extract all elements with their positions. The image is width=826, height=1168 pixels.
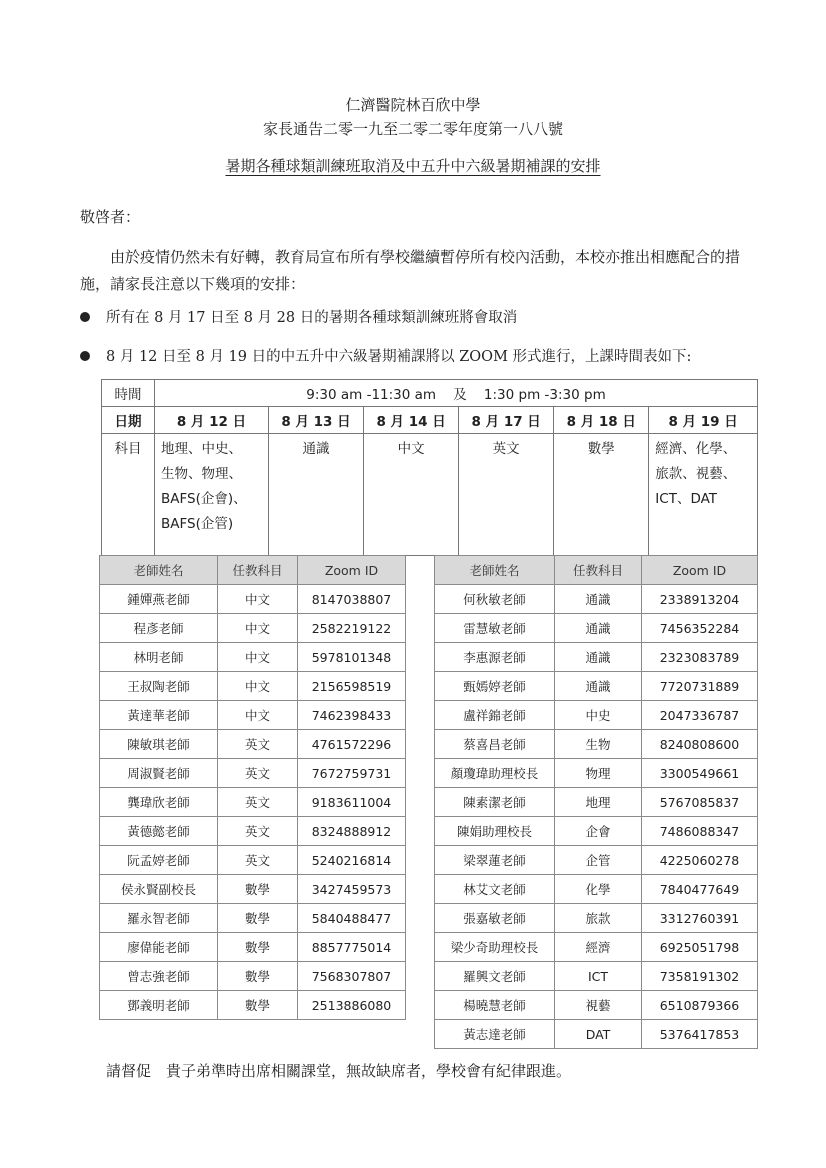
teacher-name: 鄧義明老師 xyxy=(100,991,218,1020)
table-row xyxy=(100,875,406,904)
teacher-subject: 企管 xyxy=(555,846,642,875)
table-row xyxy=(435,962,758,991)
teacher-name: 羅興文老師 xyxy=(435,962,555,991)
teacher-subject: 經濟 xyxy=(555,933,642,962)
teacher-name: 甄嫣婷老師 xyxy=(435,672,555,701)
teacher-name: 程彥老師 xyxy=(100,614,218,643)
notice-subject: 暑期各種球類訓練班取消及中五升中六級暑期補課的安排 xyxy=(225,157,601,175)
table-row xyxy=(100,643,406,672)
table-row xyxy=(100,962,406,991)
teacher-zoom-id: 6510879366 xyxy=(642,991,758,1020)
schedule-date-row xyxy=(102,407,758,434)
table-row xyxy=(435,672,758,701)
teacher-subject: 地理 xyxy=(555,788,642,817)
table-row xyxy=(435,1020,758,1049)
teacher-zoom-id: 6925051798 xyxy=(642,933,758,962)
schedule-subject-line: 地理、中史、 xyxy=(161,441,242,457)
teacher-subject: 英文 xyxy=(218,817,298,846)
teacher-zoom-id: 5978101348 xyxy=(298,643,406,672)
teacher-name: 阮孟婷老師 xyxy=(100,846,218,875)
teacher-subject: 生物 xyxy=(555,730,642,759)
teacher-name: 廖偉能老師 xyxy=(100,933,218,962)
teacher-zoom-id: 8324888912 xyxy=(298,817,406,846)
teacher-zoom-id: 8147038807 xyxy=(298,585,406,614)
table-row xyxy=(100,846,406,875)
bullet-item xyxy=(80,306,517,327)
closing-remark: 請督促 貴子弟準時出席相關課堂，無故缺席者，學校會有紀律跟進。 xyxy=(106,1062,572,1080)
teacher-subject: 化學 xyxy=(555,875,642,904)
teacher-subject: 英文 xyxy=(218,788,298,817)
teacher-zoom-id: 7462398433 xyxy=(298,701,406,730)
schedule-subject-line: 英文 xyxy=(492,441,520,457)
teacher-subject: 數學 xyxy=(218,933,298,962)
header-subject: 任教科目 xyxy=(218,556,298,585)
schedule-subject-line: BAFS(企管) xyxy=(161,516,234,532)
table-row xyxy=(100,817,406,846)
teacher-zoom-id: 7840477649 xyxy=(642,875,758,904)
table-row xyxy=(100,933,406,962)
header-zoom-id: Zoom ID xyxy=(298,556,406,585)
teacher-name: 鍾嬋燕老師 xyxy=(100,585,218,614)
teacher-name: 陳敏琪老師 xyxy=(100,730,218,759)
teacher-name: 陳娟助理校長 xyxy=(435,817,555,846)
table-row xyxy=(100,730,406,759)
schedule-subjects xyxy=(155,434,269,556)
teacher-zoom-id: 9183611004 xyxy=(298,788,406,817)
teacher-zoom-id: 3427459573 xyxy=(298,875,406,904)
teacher-name: 羅永智老師 xyxy=(100,904,218,933)
teacher-name: 曾志強老師 xyxy=(100,962,218,991)
teacher-name: 梁少奇助理校長 xyxy=(435,933,555,962)
teacher-name: 黃德懿老師 xyxy=(100,817,218,846)
schedule-subject-row xyxy=(102,434,758,556)
teacher-zoom-id: 7672759731 xyxy=(298,759,406,788)
teacher-zoom-id: 7568307807 xyxy=(298,962,406,991)
teacher-name: 侯永賢副校長 xyxy=(100,875,218,904)
header-teacher-name: 老師姓名 xyxy=(435,556,555,585)
teacher-zoom-id: 5376417853 xyxy=(642,1020,758,1049)
intro-paragraph: 由於疫情仍然未有好轉，教育局宣布所有學校繼續暫停所有校內活動，本校亦推出相應配合的措施，請家長注意以下幾項的安排： xyxy=(80,248,741,293)
teacher-zoom-id: 4225060278 xyxy=(642,846,758,875)
time-value: 9:30 am -11:30 am 及 1:30 pm -3:30 pm xyxy=(155,380,758,407)
teacher-name: 蔡喜昌老師 xyxy=(435,730,555,759)
schedule-subject-line: ICT、DAT xyxy=(655,491,718,507)
bullet-icon xyxy=(80,351,90,361)
bullet-item xyxy=(80,345,691,366)
header-subject: 任教科目 xyxy=(555,556,642,585)
teacher-zoom-id: 2047336787 xyxy=(642,701,758,730)
teacher-subject: 英文 xyxy=(218,730,298,759)
table-row xyxy=(100,759,406,788)
schedule-subject-line: BAFS(企會)、 xyxy=(161,491,247,507)
schedule-subject-line: 數學 xyxy=(587,441,615,457)
table-row xyxy=(100,672,406,701)
bullet-icon xyxy=(80,312,90,322)
schedule-subject-line: 通識 xyxy=(302,441,330,457)
teacher-zoom-id: 2156598519 xyxy=(298,672,406,701)
table-row xyxy=(435,875,758,904)
teacher-name: 張嘉敏老師 xyxy=(435,904,555,933)
schedule-subjects xyxy=(649,434,758,556)
table-row xyxy=(435,701,758,730)
teacher-subject: 數學 xyxy=(218,991,298,1020)
teacher-name: 林明老師 xyxy=(100,643,218,672)
salutation: 敬啓者： xyxy=(80,208,141,226)
teacher-subject: 數學 xyxy=(218,875,298,904)
teacher-table-left xyxy=(99,555,406,1020)
header-teacher-name: 老師姓名 xyxy=(100,556,218,585)
teacher-zoom-id: 3312760391 xyxy=(642,904,758,933)
table-row xyxy=(435,933,758,962)
schedule-date: 8 月 17 日 xyxy=(459,407,554,434)
teacher-name: 林艾文老師 xyxy=(435,875,555,904)
teacher-zoom-id: 7358191302 xyxy=(642,962,758,991)
teacher-subject: 中文 xyxy=(218,672,298,701)
teacher-name: 黃達華老師 xyxy=(100,701,218,730)
teacher-subject: 通識 xyxy=(555,672,642,701)
teacher-name: 雷慧敏老師 xyxy=(435,614,555,643)
schedule-date: 8 月 19 日 xyxy=(649,407,758,434)
table-row xyxy=(435,817,758,846)
teacher-zoom-id: 7720731889 xyxy=(642,672,758,701)
teacher-name: 盧祥錦老師 xyxy=(435,701,555,730)
teacher-subject: 數學 xyxy=(218,962,298,991)
schedule-table xyxy=(101,379,758,556)
schedule-subject-line: 經濟、化學、 xyxy=(655,441,737,457)
teacher-subject: 英文 xyxy=(218,759,298,788)
teacher-subject: 英文 xyxy=(218,846,298,875)
teacher-subject: 企會 xyxy=(555,817,642,846)
table-header-row xyxy=(100,556,406,585)
teacher-zoom-id: 2338913204 xyxy=(642,585,758,614)
teacher-subject: 中文 xyxy=(218,701,298,730)
teacher-zoom-id: 2513886080 xyxy=(298,991,406,1020)
teacher-name: 王叔陶老師 xyxy=(100,672,218,701)
teacher-zoom-id: 2323083789 xyxy=(642,643,758,672)
teacher-zoom-id: 2582219122 xyxy=(298,614,406,643)
table-row xyxy=(100,788,406,817)
teacher-name: 黃志達老師 xyxy=(435,1020,555,1049)
teacher-zoom-id: 8240808600 xyxy=(642,730,758,759)
teacher-zoom-id: 8857775014 xyxy=(298,933,406,962)
teacher-subject: 通識 xyxy=(555,585,642,614)
table-row xyxy=(435,904,758,933)
schedule-subjects xyxy=(554,434,649,556)
teacher-subject: 中文 xyxy=(218,585,298,614)
table-row xyxy=(435,846,758,875)
teacher-subject: 旅款 xyxy=(555,904,642,933)
teacher-subject: 中史 xyxy=(555,701,642,730)
schedule-date: 8 月 12 日 xyxy=(155,407,269,434)
teacher-zoom-id: 3300549661 xyxy=(642,759,758,788)
table-row xyxy=(100,701,406,730)
teacher-zoom-id: 5767085837 xyxy=(642,788,758,817)
school-name: 仁濟醫院林百欣中學 xyxy=(345,96,481,114)
bullet-text: 8 月 12 日至 8 月 19 日的中五升中六級暑期補課將以 ZOOM 形式進行，上課時間表如下: xyxy=(106,349,692,365)
table-row xyxy=(435,991,758,1020)
teacher-zoom-id: 5840488477 xyxy=(298,904,406,933)
teacher-zoom-id: 7486088347 xyxy=(642,817,758,846)
teacher-name: 李惠源老師 xyxy=(435,643,555,672)
teacher-name: 楊曉慧老師 xyxy=(435,991,555,1020)
teacher-subject: 通識 xyxy=(555,614,642,643)
teacher-name: 梁翠蓮老師 xyxy=(435,846,555,875)
table-header-row xyxy=(435,556,758,585)
header-zoom-id: Zoom ID xyxy=(642,556,758,585)
schedule-date: 8 月 14 日 xyxy=(364,407,459,434)
schedule-subject-line: 中文 xyxy=(397,441,425,457)
teacher-name: 陳素潔老師 xyxy=(435,788,555,817)
schedule-date: 8 月 13 日 xyxy=(268,407,363,434)
date-label: 日期 xyxy=(102,407,155,434)
bullet-text: 所有在 8 月 17 日至 8 月 28 日的暑期各種球類訓練班將會取消 xyxy=(106,310,518,326)
table-row xyxy=(435,730,758,759)
table-row xyxy=(435,788,758,817)
table-row xyxy=(435,614,758,643)
table-row xyxy=(435,585,758,614)
teacher-zoom-id: 4761572296 xyxy=(298,730,406,759)
table-row xyxy=(435,759,758,788)
teacher-name: 何秋敏老師 xyxy=(435,585,555,614)
teacher-zoom-id: 5240216814 xyxy=(298,846,406,875)
time-label: 時間 xyxy=(102,380,155,407)
teacher-name: 顏瓊瑋助理校長 xyxy=(435,759,555,788)
teacher-name: 龔瑋欣老師 xyxy=(100,788,218,817)
teacher-subject: 通識 xyxy=(555,643,642,672)
teacher-subject: ICT xyxy=(555,962,642,991)
schedule-subjects xyxy=(459,434,554,556)
teacher-zoom-id: 7456352284 xyxy=(642,614,758,643)
teacher-subject: 中文 xyxy=(218,614,298,643)
teacher-subject: 物理 xyxy=(555,759,642,788)
schedule-subjects xyxy=(268,434,363,556)
table-row xyxy=(100,614,406,643)
teacher-subject: 視藝 xyxy=(555,991,642,1020)
teacher-subject: 數學 xyxy=(218,904,298,933)
teacher-name: 周淑賢老師 xyxy=(100,759,218,788)
schedule-time-row xyxy=(102,380,758,407)
table-row xyxy=(435,643,758,672)
notice-number: 家長通告二零一九至二零二零年度第一八八號 xyxy=(262,120,563,138)
schedule-subject-line: 生物、物理、 xyxy=(161,466,242,482)
table-row xyxy=(100,904,406,933)
table-row xyxy=(100,585,406,614)
table-row xyxy=(100,991,406,1020)
teacher-table-right xyxy=(434,555,758,1049)
schedule-date: 8 月 18 日 xyxy=(554,407,649,434)
teacher-subject: DAT xyxy=(555,1020,642,1049)
teacher-subject: 中文 xyxy=(218,643,298,672)
subject-label: 科目 xyxy=(102,434,155,556)
schedule-subject-line: 旅款、視藝、 xyxy=(655,466,737,482)
schedule-subjects xyxy=(364,434,459,556)
